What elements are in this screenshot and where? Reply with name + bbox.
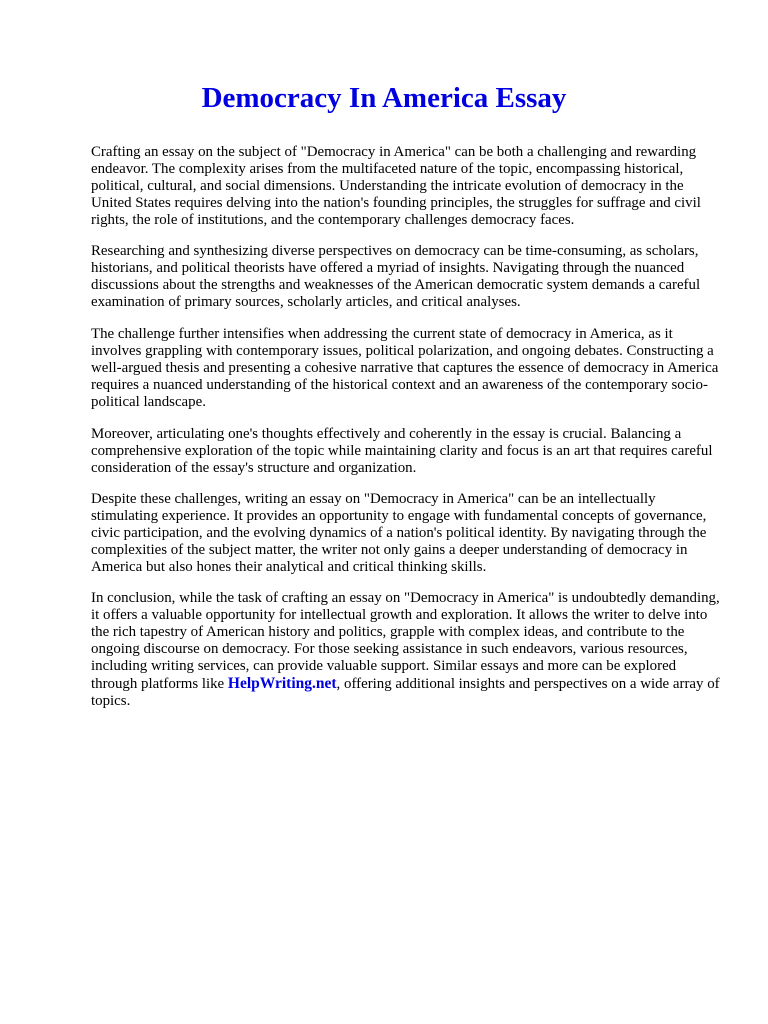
paragraph-challenge: The challenge further intensifies when addressing the current state of democracy in America, as it involves grappling with contemporary issues, political polarization, and ongoing debates. Constructing a well-argued thesis and presenting a cohesive narrative that captures the essence of democracy in America requires a nuanced understanding of the historical context and an awareness of the contemporary socio-political landscape. bbox=[91, 326, 719, 410]
paragraph-conclusion bbox=[91, 590, 721, 710]
paragraph-experience: Despite these challenges, writing an essay on "Democracy in America" can be an intellectually stimulating experience. It provides an opportunity to engage with fundamental concepts of governance, civic participation, and the evolving dynamics of a nation's political identity. By navigating through the complexities of the subject matter, the writer not only gains a deeper understanding of democracy in America but also hones their analytical and critical thinking skills. bbox=[91, 491, 707, 575]
helpwriting-link[interactable]: HelpWriting.net bbox=[227, 675, 337, 692]
conclusion-text-before-link: In conclusion, while the task of crafting an essay on "Democracy in America" is undoubtedly demanding, it offers a valuable opportunity for intellectual growth and exploration. It allows the writer to delve into the rich tapestry of American history and politics, grapple with complex ideas, and contribute to the ongoing discourse on democracy. For those seeking assistance in such endeavors, various resources, including writing services, can provide valuable support. Similar essays and more can be explored through platforms like bbox=[91, 590, 720, 692]
conclusion-text-after-link: , offering additional insights and perspectives on a wide array of topics. bbox=[91, 676, 720, 709]
document-body bbox=[91, 144, 721, 724]
paragraph-articulation: Moreover, articulating one's thoughts effectively and coherently in the essay is crucial. Balancing a comprehensive exploration of the topic while maintaining clarity and focus is an art that requires careful consideration of the essay's structure and organization. bbox=[91, 426, 713, 476]
paragraph-research: Researching and synthesizing diverse perspectives on democracy can be time-consuming, as scholars, historians, and political theorists have offered a myriad of insights. Navigating through the nuanced discussions about the strengths and weaknesses of the American democratic system demands a careful examination of primary sources, scholarly articles, and critical analyses. bbox=[91, 243, 701, 310]
document-title: Democracy In America Essay bbox=[201, 82, 567, 114]
paragraph-intro: Crafting an essay on the subject of "Democracy in America" can be both a challenging and rewarding endeavor. The complexity arises from the multifaceted nature of the topic, encompassing historical, political, cultural, and social dimensions. Understanding the intricate evolution of democracy in the United States requires delving into the nation's founding principles, the struggles for suffrage and civil rights, the role of institutions, and the contemporary challenges democracy faces. bbox=[91, 144, 701, 228]
